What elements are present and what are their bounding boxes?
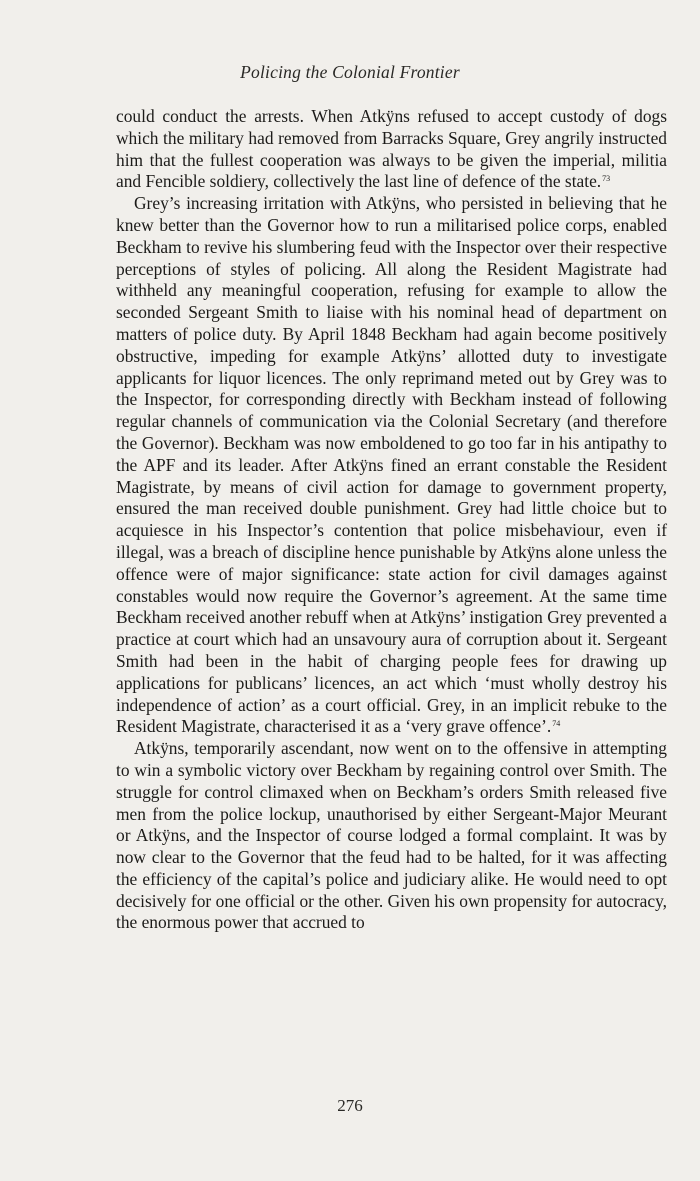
paragraph-text: Grey’s increasing irritation with Atkÿns, who persisted in believing that he knew better than the Governor how to run a militarised police corps, enabled Beckham to revive his slumbering feud with the Inspector over their respective perceptions of styles of policing. All along the Resident Magistrate had withheld any meaningful cooperation, refusing for example to allow the seconded Sergeant Smith to liaise with his nominal head of department on matters of police duty. By April 1848 Beckham had again become positively obstructive, impeding for example Atkÿns’ allotted duty to investigate applicants for liquor licences. The only reprimand meted out by Grey was to the Inspector, for corresponding directly with Beckham instead of following regular channels of communication via the Colonial Secretary (and therefore the Governor). Beckham was now emboldened to go too far in his antipathy to the APF and its leader. After Atkÿns fined an errant constable the Resident Magistrate, by means of civil action for damage to government property, ensured the man received double punishment. Grey had little choice but to acquiesce in his Inspector’s contention that police misbehaviour, even if illegal, was a breach of discipline hence punishable by Atkÿns alone unless the offence were of major significance: state action for civil damages against constables would now require the Governor’s agreement. At the same time Beckham received another rebuff when at Atkÿns’ instigation Grey prevented a practice at court which had an unsavoury aura of corruption about it. Sergeant Smith had been in the habit of charging people fees for drawing up applications for publicans’ licences, an act which ‘must wholly destroy his independence of action’ as a court official. Grey, in an implicit rebuke to the Resident Magistrate, characterised it as a ‘very grave offence’. [116,193,667,737]
paragraph-text: Atkÿns, temporarily ascendant, now went on to the offensive in attempting to win a symbolic victory over Beckham by regaining control over Smith. The struggle for control climaxed when on Beckham’s orders Smith released five men from the police lockup, unauthorised by either Sergeant-Major Meurant or Atkÿns, and the Inspector of course lodged a formal complaint. It was by now clear to the Governor that the feud had to be halted, for it was affecting the efficiency of the capital’s police and judiciary alike. He would need to opt decisively for one official or the other. Given his own propensity for autocracy, the enormous power that accrued to [116,738,667,933]
footnote-marker: 73 [602,174,611,184]
paragraph [116,738,667,934]
paragraph-text: could conduct the arrests. When Atkÿns refused to accept custody of dogs which the military had removed from Barracks Square, Grey angrily instructed him that the fullest cooperation was always to be given the imperial, militia and Fencible soldiery, collectively the last line of defence of the state. [116,106,667,192]
body-text [116,106,667,934]
paragraph [116,106,667,193]
footnote-marker: 74 [552,719,561,729]
running-header-title: Policing the Colonial Frontier [240,62,460,82]
page-number: 276 [337,1096,363,1115]
paragraph [116,193,667,738]
